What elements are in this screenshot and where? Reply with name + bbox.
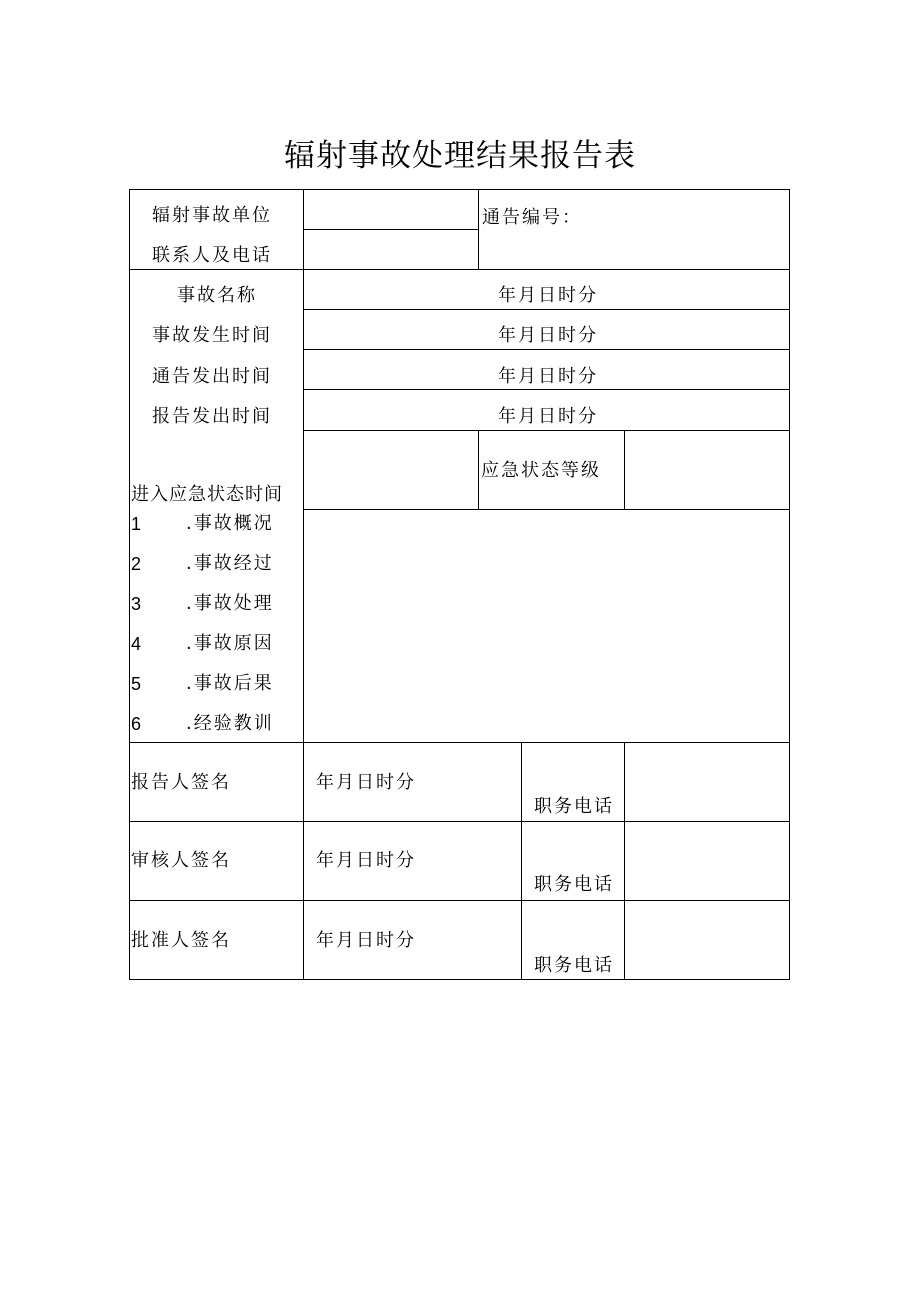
- col-emergency-mid: [478, 430, 479, 510]
- reporter-phone-label: 职务电话: [534, 796, 614, 817]
- approver-sign-date: 年月日时分: [316, 930, 416, 951]
- item-number-4: 4: [131, 634, 142, 654]
- table-border-bottom: [129, 979, 790, 980]
- item-text-3: .事故处理: [186, 593, 274, 614]
- table-border-left: [129, 189, 130, 980]
- emergency-level-label: 应急状态等级: [481, 460, 601, 481]
- item-number-5: 5: [131, 674, 142, 694]
- notice-time-value: 年月日时分: [498, 366, 598, 387]
- item-number-1: 1: [131, 514, 142, 534]
- occur-time-value: 年月日时分: [498, 325, 598, 346]
- accident-name-value: 年月日时分: [498, 285, 598, 306]
- item-text-4: .事故原因: [186, 633, 274, 654]
- reviewer-phone-label: 职务电话: [534, 874, 614, 895]
- form-title: 辐射事故处理结果报告表: [284, 138, 636, 174]
- approver-phone-label: 职务电话: [534, 955, 614, 976]
- item-text-5: .事故后果: [186, 673, 274, 694]
- col-emergency-right: [624, 430, 625, 510]
- rule-after-notice: [303, 389, 790, 390]
- rule-after-emergency: [303, 509, 790, 510]
- notice-time-label: 通告发出时间: [152, 366, 272, 387]
- col-sign-value: [624, 742, 625, 980]
- rule-after-items: [129, 742, 790, 743]
- accident-name-label: 事故名称: [177, 285, 257, 306]
- reviewer-sign-date: 年月日时分: [316, 850, 416, 871]
- item-text-6: .经验教训: [186, 713, 274, 734]
- emergency-enter-label: 进入应急状态时间: [131, 484, 283, 505]
- item-number-6: 6: [131, 714, 142, 734]
- report-time-value: 年月日时分: [498, 406, 598, 427]
- rule-after-name: [303, 309, 790, 310]
- rule-after-sign-2: [129, 900, 790, 901]
- notice-number-label: 通告编号：: [482, 207, 582, 228]
- item-number-3: 3: [131, 594, 142, 614]
- unit-label: 辐射事故单位: [152, 205, 272, 226]
- col-notice-divider: [478, 189, 479, 270]
- item-text-2: .事故经过: [186, 553, 274, 574]
- approver-sign-label: 批准人签名: [131, 930, 231, 951]
- occur-time-label: 事故发生时间: [152, 325, 272, 346]
- rule-after-header: [129, 269, 790, 270]
- item-number-2: 2: [131, 554, 142, 574]
- col-sign-phone: [521, 742, 522, 980]
- table-border-right: [789, 189, 790, 980]
- table-border-top: [129, 189, 790, 190]
- col-label-divider: [303, 189, 304, 980]
- rule-after-sign-1: [129, 821, 790, 822]
- item-text-1: .事故概况: [186, 513, 274, 534]
- rule-unit-contact: [303, 229, 478, 230]
- rule-after-report: [303, 430, 790, 431]
- reporter-sign-date: 年月日时分: [316, 772, 416, 793]
- reporter-sign-label: 报告人签名: [131, 772, 231, 793]
- rule-after-occur: [303, 349, 790, 350]
- contact-label: 联系人及电话: [152, 245, 272, 266]
- report-time-label: 报告发出时间: [152, 406, 272, 427]
- reviewer-sign-label: 审核人签名: [131, 850, 231, 871]
